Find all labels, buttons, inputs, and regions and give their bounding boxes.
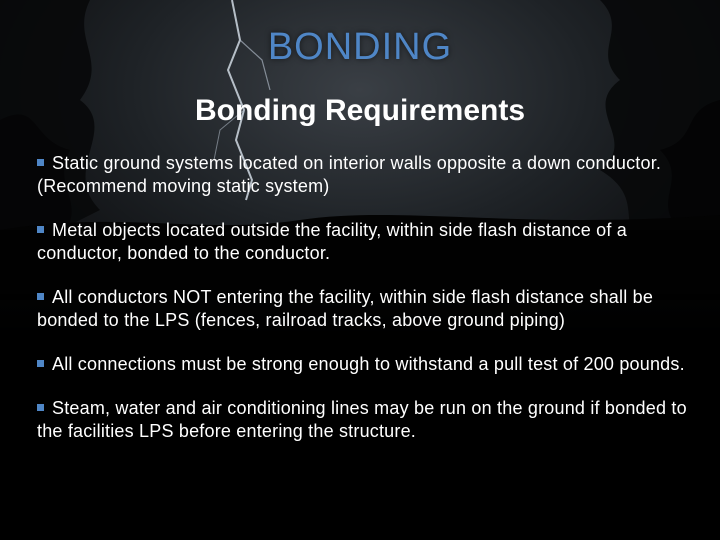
bullet-item	[37, 286, 687, 332]
bullet-item	[37, 397, 687, 443]
bullet-list	[37, 152, 687, 464]
square-bullet-icon	[37, 159, 44, 166]
square-bullet-icon	[37, 360, 44, 367]
slide-title: BONDING	[267, 26, 453, 68]
bullet-text: All conductors NOT entering the facility, within side flash distance shall be bonded to the LPS (fences, railroad tracks, above ground piping)	[37, 287, 654, 330]
bullet-text: Metal objects located outside the facility, within side flash distance of a conductor, bonded to the conductor.	[37, 220, 627, 263]
bullet-item	[37, 353, 687, 376]
square-bullet-icon	[37, 293, 44, 300]
bullet-item	[37, 219, 687, 265]
square-bullet-icon	[37, 226, 44, 233]
bullet-text: Steam, water and air conditioning lines may be run on the ground if bonded to the facilities LPS before entering the structure.	[37, 398, 687, 441]
slide-subtitle: Bonding Requirements	[194, 94, 525, 127]
bullet-item	[37, 152, 687, 198]
bullet-text: All connections must be strong enough to withstand a pull test of 200 pounds.	[52, 354, 685, 374]
square-bullet-icon	[37, 404, 44, 411]
bullet-text: Static ground systems located on interior walls opposite a down conductor. (Recommend moving static system)	[37, 153, 662, 196]
